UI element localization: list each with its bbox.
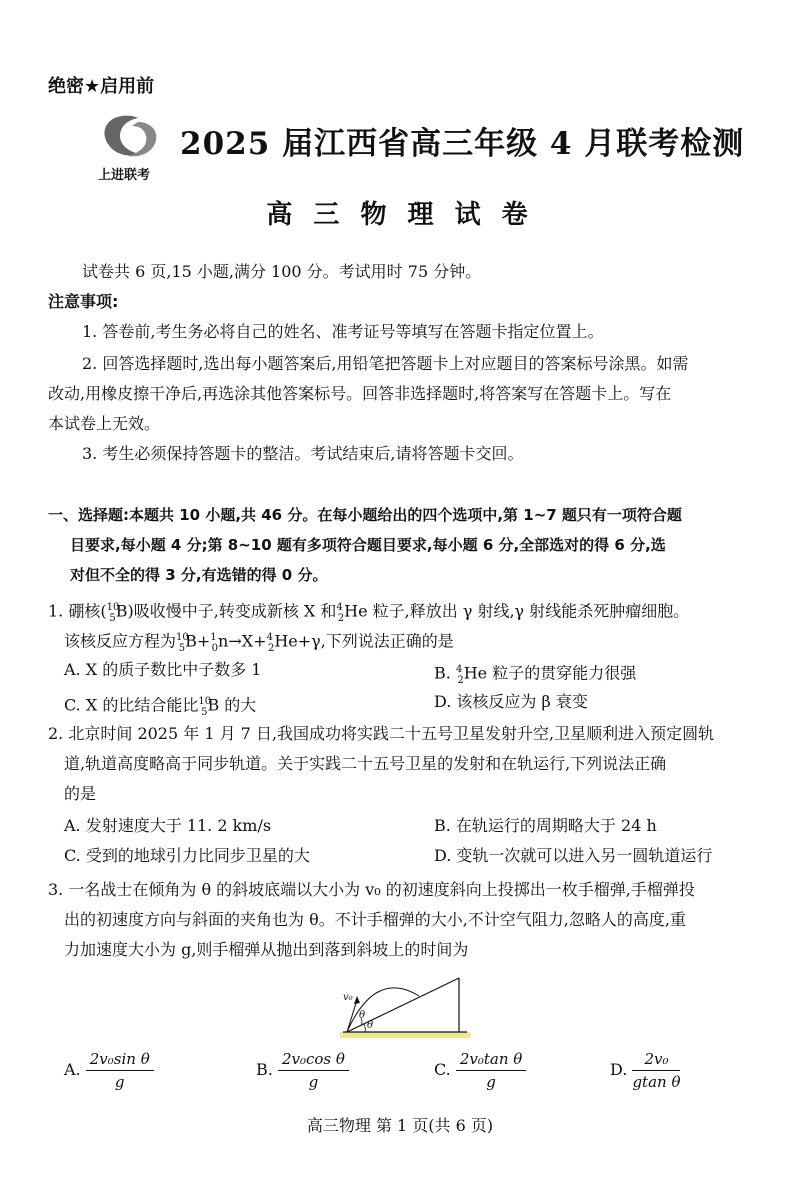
q2-stem-line-1: 2. 北京时间 2025 年 1 月 7 日,我国成功将实践二十五号卫星发射升空,卫星顺利进入预定圆轨 <box>48 724 715 743</box>
q2-stem-line-2: 道,轨道高度略高于同步轨道。关于实践二十五号卫星的发射和在轨运行,下列说法正确 <box>64 754 667 773</box>
q2-option-a: A. 发射速度大于 11. 2 km/s <box>64 816 272 835</box>
v0-label: v₀ <box>343 992 353 1003</box>
q3-stem-line-2: 出的初速度方向与斜面的夹角也为 θ。不计手榴弹的大小,不计空气阻力,忽略人的高度,重 <box>64 910 686 929</box>
trajectory-curve <box>347 988 419 1032</box>
q1-option-c: C. X 的比结合能比$^{10}_5$B 的大 <box>64 695 257 718</box>
q3-option-a: A. $\frac{\text{2v₀sin θ}}{g}$ <box>64 1050 154 1091</box>
section-heading-line-3: 对但不全的得 3 分,有选错的得 0 分。 <box>70 566 328 584</box>
logo-text: 上进联考 <box>98 168 151 183</box>
notice-heading: 注意事项: <box>48 292 119 311</box>
q1-stem-line-1: 1. 硼核($^{10}_5$B)吸收慢中子,转变成新核 X 和$^4_2$He 粒子,释放出 γ 射线,γ 射线能杀死肿瘤细胞。 <box>48 601 690 624</box>
confidential-label: 绝密★启用前 <box>48 76 155 97</box>
theta-label-1: θ <box>359 1010 366 1021</box>
q1-option-b: B. $^4_2$He 粒子的贯穿能力很强 <box>434 663 637 686</box>
theta-label-2: θ <box>367 1020 374 1031</box>
notice-item-3: 3. 考生必须保持答题卡的整洁。考试结束后,请将答题卡交回。 <box>82 444 524 463</box>
logo-icon <box>92 108 184 168</box>
page-footer: 高三物理 第 1 页(共 6 页) <box>306 1116 494 1135</box>
slope-figure <box>335 974 475 1044</box>
angle-arc-2 <box>364 1024 365 1032</box>
slope-line <box>347 978 459 1032</box>
q3-option-b: B. $\frac{\text{2v₀cos θ}}{g}$ <box>256 1050 349 1091</box>
exam-info: 试卷共 6 页,15 小题,满分 100 分。考试用时 75 分钟。 <box>82 262 482 281</box>
paper-subtitle: 高 三 物 理 试 卷 <box>266 200 534 230</box>
q1-option-d: D. 该核反应为 β 衰变 <box>434 692 588 711</box>
q1-stem-line-2: 该核反应方程为$^{10}_5$B+$^1_0$n→X+$^4_2$He+γ,下列说法正确的是 <box>64 631 454 654</box>
section-heading-line-1: 一、选择题:本题共 10 小题,共 46 分。在每小题给出的四个选项中,第 1~7 题只有一项符合题 <box>48 506 682 524</box>
section-heading-line-2: 目要求,每小题 4 分;第 8~10 题有多项符合题目要求,每小题 6 分,全部选对的得 6 分,选 <box>70 536 666 554</box>
q3-option-d: D. $\frac{\text{2v₀}}{\text{gtan θ}}$ <box>610 1050 681 1091</box>
q2-option-b: B. 在轨运行的周期略大于 24 h <box>434 816 657 835</box>
ground-strip <box>340 1032 470 1038</box>
q3-stem-line-1: 3. 一名战士在倾角为 θ 的斜坡底端以大小为 v₀ 的初速度斜向上投掷出一枚手榴弹,手榴弹投 <box>48 880 695 899</box>
q2-option-c: C. 受到的地球引力比同步卫星的大 <box>64 846 310 865</box>
q1-option-a: A. X 的质子数比中子数多 1 <box>64 660 262 679</box>
q2-stem-line-3: 的是 <box>64 784 97 803</box>
q2-option-d: D. 变轨一次就可以进入另一圆轨道运行 <box>434 846 713 865</box>
notice-item-2c: 本试卷上无效。 <box>48 414 161 433</box>
q3-stem-line-3: 力加速度大小为 g,则手榴弹从抛出到落到斜坡上的时间为 <box>64 940 469 959</box>
q3-option-c: C. $\frac{\text{2v₀tan θ}}{g}$ <box>434 1050 526 1091</box>
notice-item-1: 1. 答卷前,考生务必将自己的姓名、准考证号等填写在答题卡指定位置上。 <box>82 322 604 341</box>
exam-title: 2025 届江西省高三年级 4 月联考检测 <box>180 126 745 162</box>
notice-item-2b: 改动,用橡皮擦干净后,再选涂其他答案标号。回答非选择题时,将答案写在答题卡上。写在 <box>48 384 672 403</box>
notice-item-2a: 2. 回答选择题时,选出每小题答案后,用铅笔把答题卡上对应题目的答案标号涂黑。如需 <box>82 354 689 373</box>
